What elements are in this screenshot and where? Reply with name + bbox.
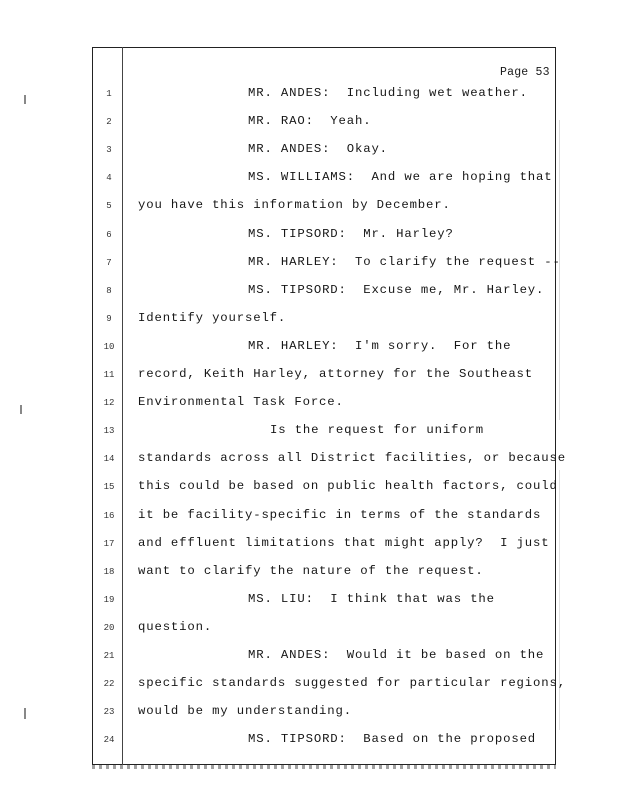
- line-number: 13: [103, 426, 115, 437]
- line-number: 9: [106, 313, 112, 324]
- transcript-line: [0, 395, 618, 415]
- transcript-line: [0, 198, 618, 218]
- transcript-line: [0, 451, 618, 471]
- line-number: 23: [103, 707, 115, 718]
- line-text: you have this information by December.: [138, 198, 451, 213]
- transcript-line: [0, 114, 618, 134]
- line-text: MR. ANDES: Would it be based on the: [248, 648, 545, 662]
- transcript-line: [0, 648, 618, 668]
- line-number: 10: [103, 341, 115, 352]
- line-text: MR. ANDES: Okay.: [248, 142, 388, 157]
- line-text: it be facility-specific in terms of the standards: [138, 507, 542, 522]
- line-text: Identify yourself.: [138, 310, 287, 325]
- line-text: MS. LIU: I think that was the: [248, 591, 495, 606]
- line-text: MR. ANDES: Including wet weather.: [248, 86, 528, 100]
- transcript-line: [0, 423, 618, 443]
- scan-artifact-edge: [559, 470, 560, 730]
- transcript-line: [0, 255, 618, 275]
- line-text: MS. WILLIAMS: And we are hoping that: [248, 170, 553, 185]
- line-number: 12: [103, 398, 115, 409]
- line-number: 2: [106, 117, 112, 128]
- line-number: 3: [106, 145, 112, 156]
- scan-artifact-edge: [559, 120, 560, 420]
- scan-artifact-mark: [24, 95, 26, 104]
- transcript-line: [0, 592, 618, 612]
- transcript-line: [0, 227, 618, 247]
- scan-artifact-mark: [24, 708, 26, 719]
- line-text: specific standards suggested for particular regions,: [138, 676, 566, 691]
- line-text: want to clarify the nature of the request.: [138, 563, 484, 578]
- line-number: 8: [106, 285, 112, 296]
- line-text: MR. HARLEY: To clarify the request --: [248, 254, 561, 269]
- transcript-line: [0, 339, 618, 359]
- line-number: 4: [106, 173, 112, 184]
- transcript-line: [0, 311, 618, 331]
- line-text: this could be based on public health factors, could: [138, 479, 558, 494]
- line-text: standards across all District facilities, or because: [138, 451, 566, 466]
- transcript-line: [0, 536, 618, 556]
- line-number: 22: [103, 679, 115, 690]
- page-number: Page 53: [500, 66, 550, 79]
- line-text: MS. TIPSORD: Based on the proposed: [248, 732, 537, 747]
- transcript-line: [0, 86, 618, 106]
- line-number: 19: [103, 594, 115, 605]
- scan-artifact-bottom: [92, 765, 556, 769]
- transcript-line: [0, 620, 618, 640]
- line-text: would be my understanding.: [138, 704, 352, 719]
- transcript-line: [0, 508, 618, 528]
- line-text: Is the request for uniform: [270, 423, 484, 438]
- line-text: question.: [138, 619, 213, 634]
- line-text: MS. TIPSORD: Mr. Harley?: [248, 226, 454, 241]
- line-text: MR. RAO: Yeah.: [248, 114, 372, 129]
- line-text: MR. HARLEY: I'm sorry. For the: [248, 338, 512, 353]
- transcript-line: [0, 704, 618, 724]
- line-number: 18: [103, 566, 115, 577]
- line-number: 16: [103, 510, 115, 521]
- line-number: 5: [106, 201, 112, 212]
- line-number: 7: [106, 257, 112, 268]
- line-number: 15: [103, 482, 115, 493]
- line-number: 11: [103, 370, 115, 380]
- line-number: 21: [103, 651, 115, 661]
- transcript-line: [0, 564, 618, 584]
- line-number: 6: [106, 229, 112, 240]
- line-number: 1: [106, 89, 112, 99]
- scan-artifact-mark: [20, 405, 22, 414]
- line-text: and effluent limitations that might apply? I just: [138, 535, 550, 550]
- line-number: 20: [103, 622, 115, 633]
- transcript-line: [0, 479, 618, 499]
- transcript-line: [0, 142, 618, 162]
- transcript-line: [0, 170, 618, 190]
- line-text: record, Keith Harley, attorney for the Southeast: [138, 367, 534, 381]
- transcript-line: [0, 732, 618, 752]
- line-text: Environmental Task Force.: [138, 395, 344, 410]
- transcript-line: [0, 367, 618, 387]
- transcript-line: [0, 676, 618, 696]
- line-text: MS. TIPSORD: Excuse me, Mr. Harley.: [248, 282, 545, 297]
- line-number: 17: [103, 538, 115, 549]
- line-number: 24: [103, 735, 115, 746]
- line-number: 14: [103, 454, 115, 465]
- transcript-line: [0, 283, 618, 303]
